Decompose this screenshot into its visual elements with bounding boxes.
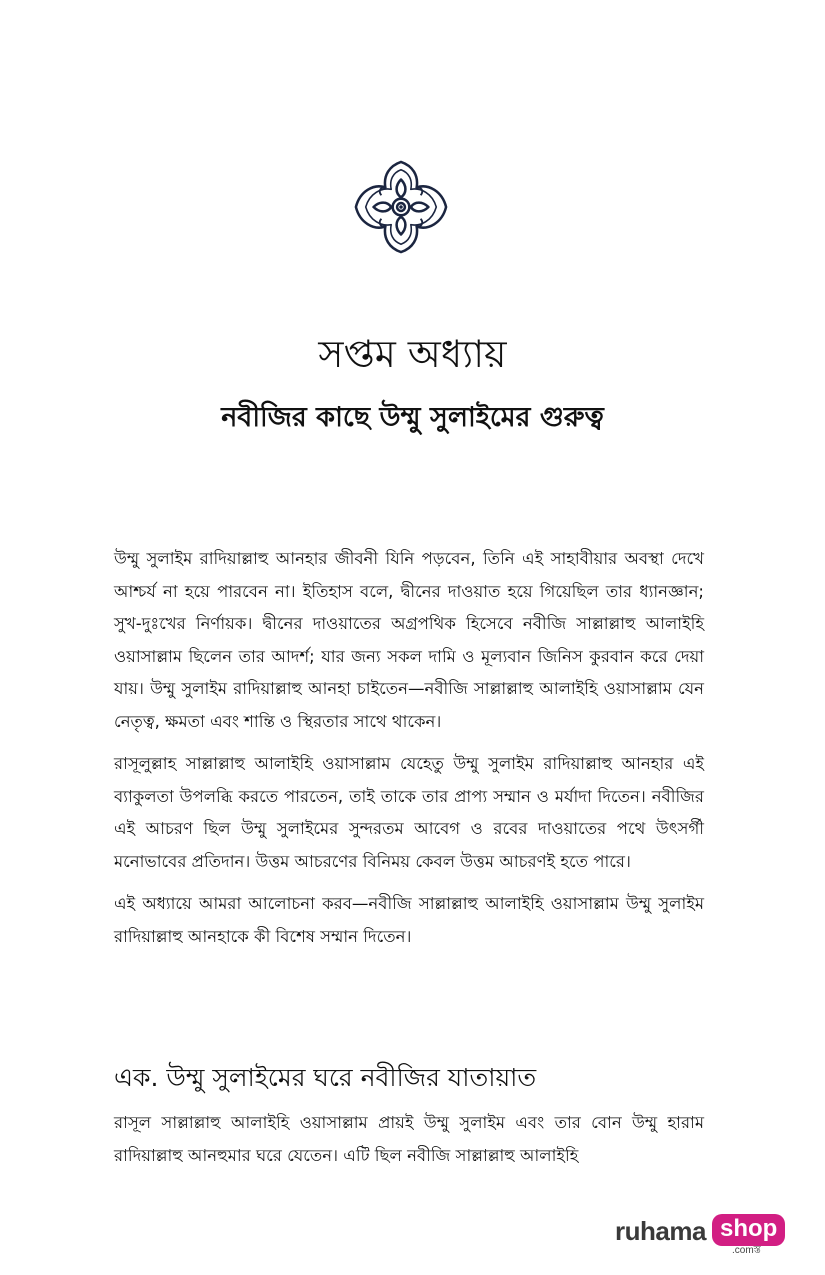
chapter-subtitle: নবীজির কাছে উম্মু সুলাইমের গুরুত্ব (221, 402, 604, 433)
section-body (114, 1107, 704, 1182)
chapter-title: সপ্তম অধ্যায় (318, 332, 507, 376)
lotus-ornament-icon (352, 158, 450, 256)
paragraph: রাসূল সাল্লাল্লাহু আলাইহি ওয়াসাল্লাম প্রায়ই উম্মু সুলাইম এবং তার বোন উম্মু হারাম রাদিয়াল্লাহু আনহুমার ঘরে যেতেন। এটি ছিল নবীজি সাল্লাল্লাহু আলাইহি (114, 1113, 704, 1165)
paragraph: উম্মু সুলাইম রাদিয়াল্লাহু আনহার জীবনী যিনি পড়বেন, তিনি এই সাহাবীয়ার অবস্থা দেখে আশ্চর্য না হয়ে পারবেন না। ইতিহাস বলে, দ্বীনের দাওয়াত হয়ে গিয়েছিল তার ধ্যানজ্ঞান; সুখ-দুঃখের নির্ণায়ক। দ্বীনের দাওয়াতের অগ্রপথিক হিসেবে নবীজি সাল্লাল্লাহু আলাইহি ওয়াসাল্লাম ছিলেন তার আদর্শ; যার জন্য সকল দামি ও মূল্যবান জিনিস কুরবান করে দেয়া যায়। উম্মু সুলাইম রাদিয়াল্লাহু আনহা চাইতেন—নবীজি সাল্লাল্লাহু আলাইহি ওয়াসাল্লাম যেন নেতৃত্ব, ক্ষমতা এবং শান্তি ও স্থিরতার সাথে থাকেন। (114, 549, 704, 731)
brand-name-ruhama: ruhama (615, 1216, 706, 1246)
brand-logo (615, 1210, 785, 1260)
brand-name-shop: shop (712, 1214, 785, 1246)
chapter-intro (114, 543, 704, 963)
section-heading: এক. উম্মু সুলাইমের ঘরে নবীজির যাতায়াত (114, 1063, 537, 1092)
paragraph: এই অধ্যায়ে আমরা আলোচনা করব—নবীজি সাল্লাল্লাহু আলাইহি ওয়াসাল্লাম উম্মু সুলাইম রাদিয়াল্লাহু আনহাকে কী বিশেষ সম্মান দিতেন। (114, 894, 704, 946)
paragraph: রাসূলুল্লাহ সাল্লাল্লাহু আলাইহি ওয়াসাল্লাম যেহেতু উম্মু সুলাইম রাদিয়াল্লাহু আনহার এই ব্যাকুলতা উপলব্ধি করতে পারতেন, তাই তাকে তার প্রাপ্য সম্মান ও মর্যাদা দিতেন। নবীজির এই আচরণ ছিল উম্মু সুলাইমের সুন্দরতম আবেগ ও রবের দাওয়াতের পথে উৎসর্গী মনোভাবের প্রতিদান। উত্তম আচরণের বিনিময় কেবল উত্তম আচরণই হতে পারে। (114, 754, 704, 871)
brand-domain: .comস্ত (732, 1245, 761, 1256)
